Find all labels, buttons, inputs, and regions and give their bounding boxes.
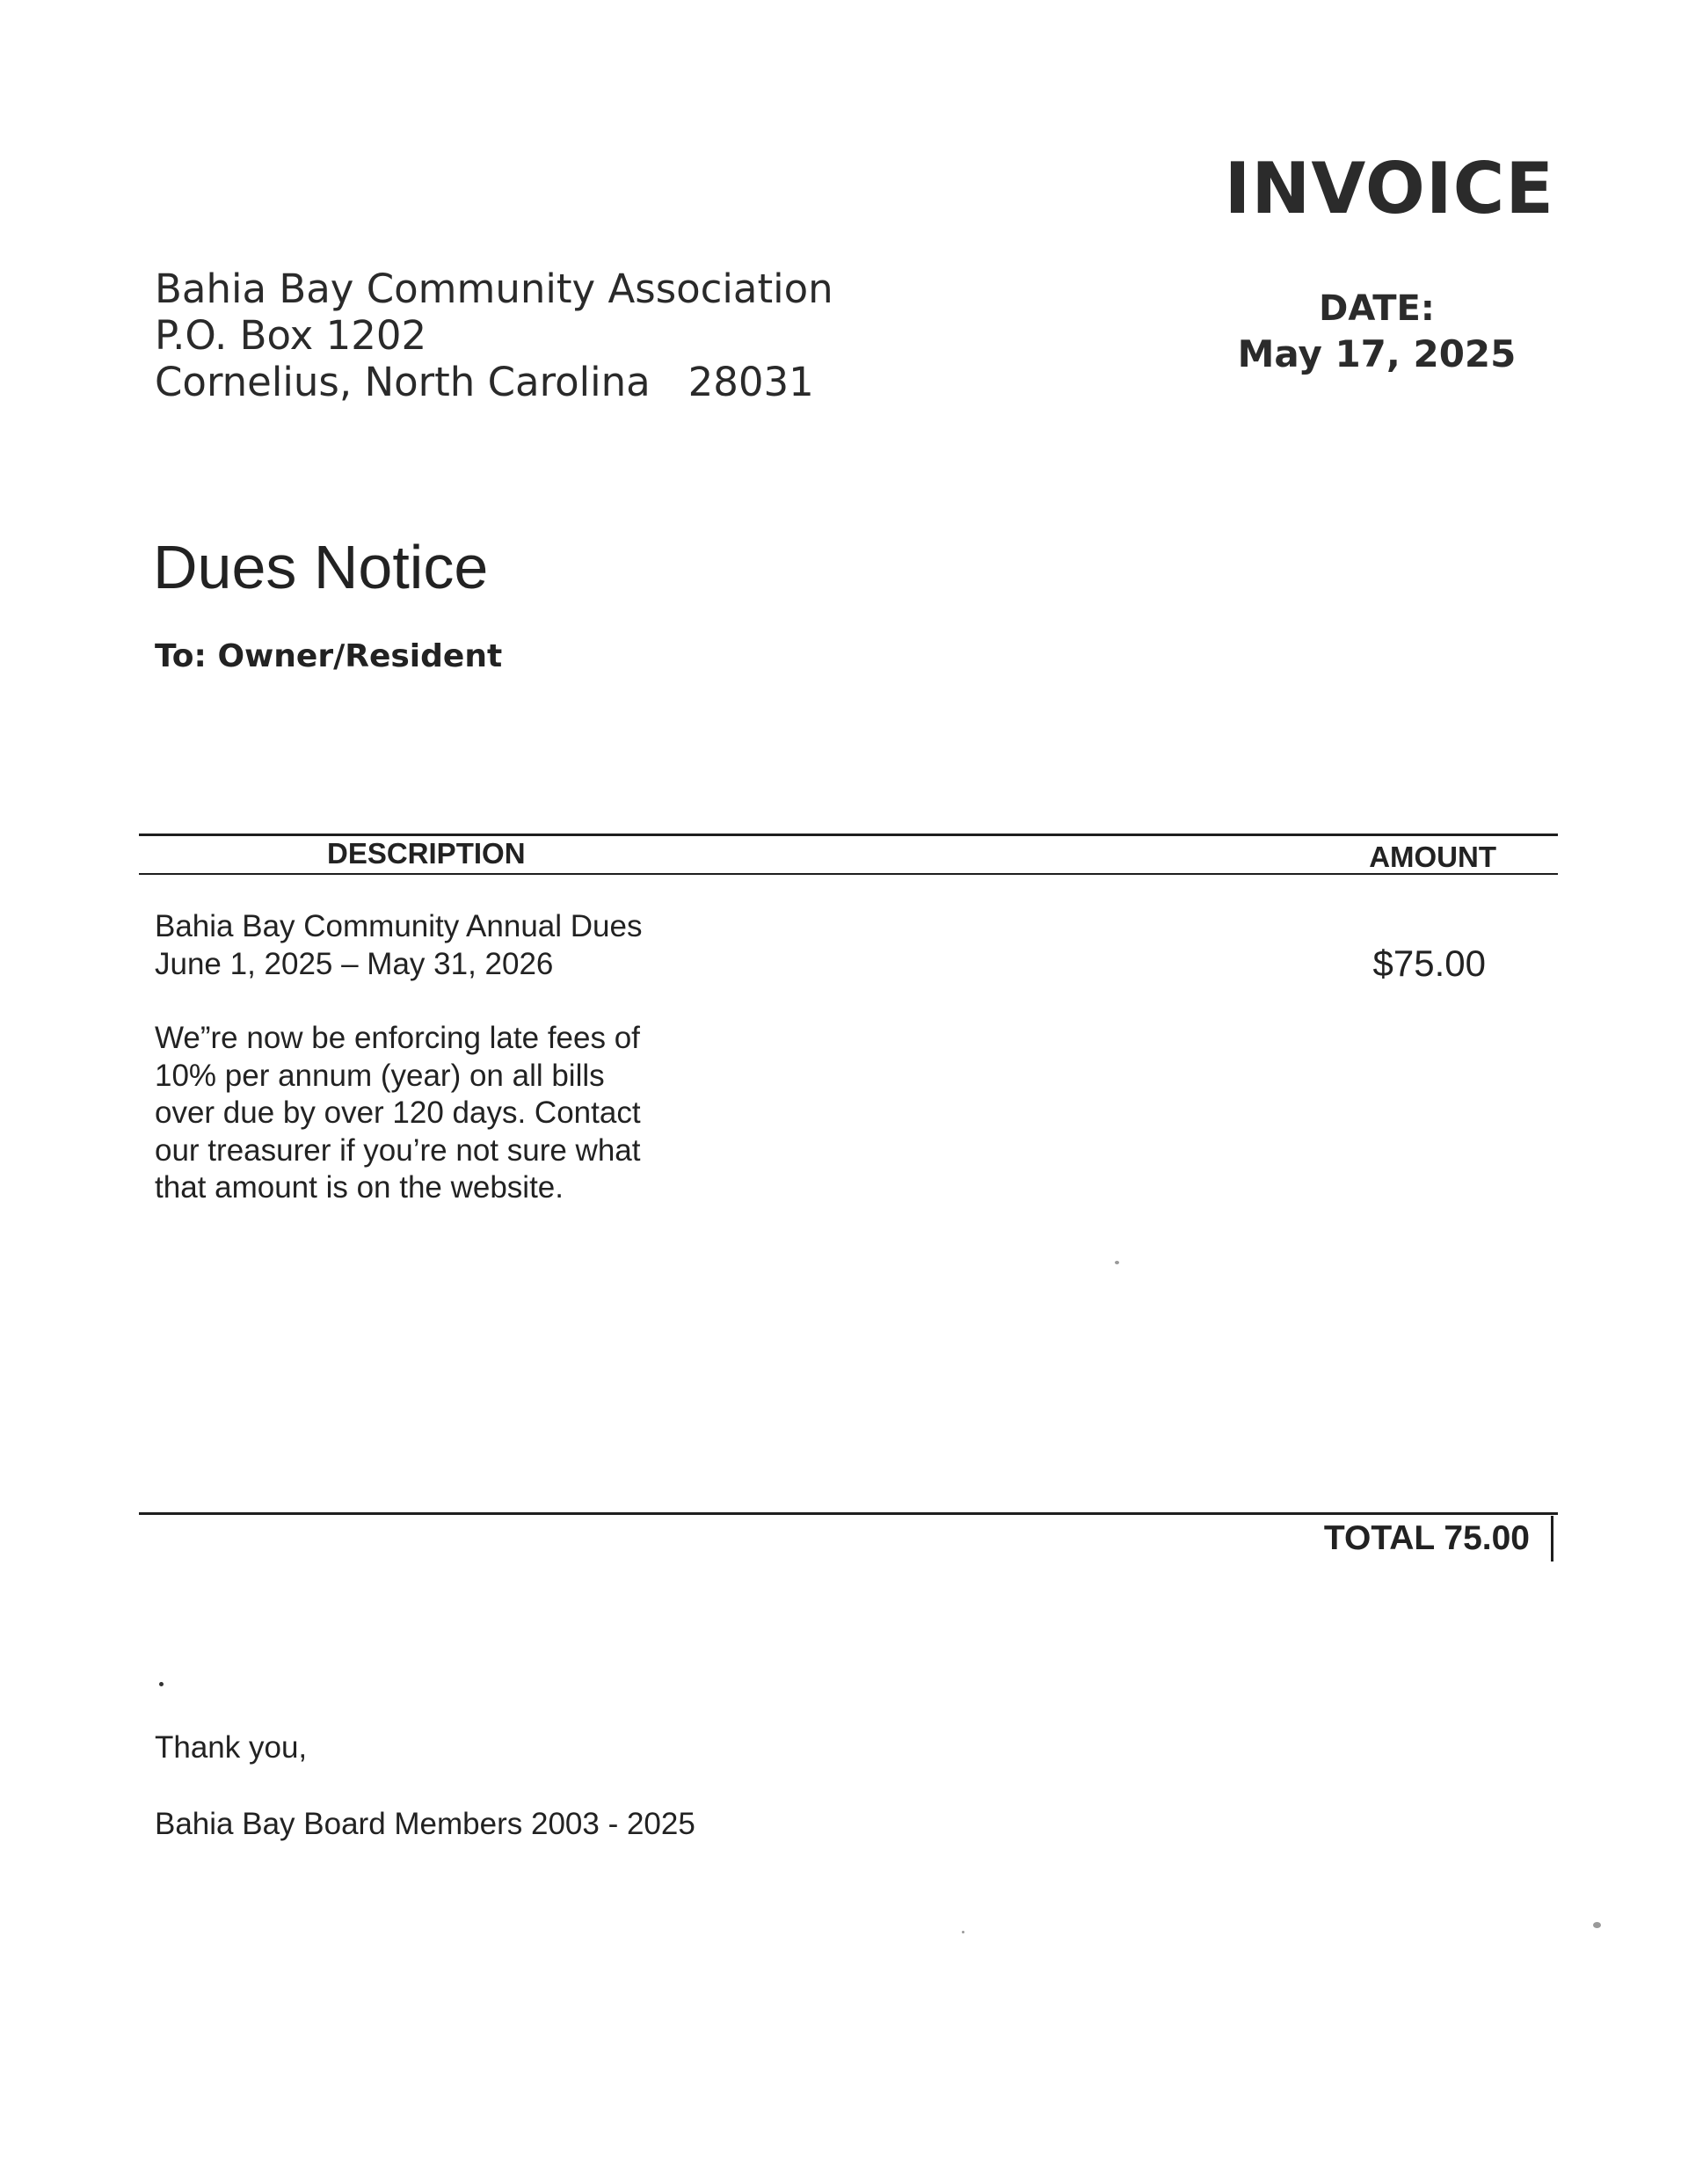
scan-speck — [962, 1931, 964, 1933]
table-top-rule — [139, 834, 1558, 836]
date-block — [1236, 286, 1517, 377]
invoice-total: TOTAL 75.00 — [1323, 1519, 1530, 1557]
amount-column-header: AMOUNT — [1369, 841, 1496, 873]
scan-speck — [1593, 1922, 1601, 1928]
description-column-header: DESCRIPTION — [327, 837, 526, 870]
organization-address — [155, 266, 833, 405]
line-item-amount: $75.00 — [1372, 943, 1486, 984]
invoice-title: INVOICE — [1224, 148, 1554, 229]
signoff-line: Bahia Bay Board Members 2003 - 2025 — [155, 1807, 695, 1841]
note-line: that amount is on the website. — [155, 1170, 564, 1205]
line-item-title: Bahia Bay Community Annual Dues — [155, 909, 643, 943]
thanks-line: Thank you, — [155, 1730, 308, 1765]
line-item-description — [155, 907, 642, 983]
note-line: 10% per annum (year) on all bills — [155, 1058, 605, 1093]
table-header-rule — [139, 873, 1558, 875]
late-fee-note — [155, 1020, 717, 1207]
total-box-edge — [1551, 1516, 1553, 1562]
date-value: May 17, 2025 — [1237, 332, 1517, 375]
note-line: our treasurer if you’re not sure what — [155, 1132, 641, 1168]
stray-dot — [159, 1682, 164, 1686]
note-line: We”re now be enforcing late fees of — [155, 1021, 640, 1055]
recipient-line: To: Owner/Resident — [155, 638, 503, 674]
date-label: DATE: — [1319, 288, 1435, 329]
note-line: over due by over 120 days. Contact — [155, 1096, 641, 1130]
organization-city-state-zip: Cornelius, North Carolina 28031 — [155, 359, 814, 405]
organization-name: Bahia Bay Community Association — [155, 266, 833, 312]
table-bottom-rule — [139, 1512, 1558, 1515]
organization-po-box: P.O. Box 1202 — [155, 312, 427, 359]
scan-speck — [1115, 1261, 1119, 1264]
dues-notice-title: Dues Notice — [153, 533, 489, 601]
line-item-period: June 1, 2025 – May 31, 2026 — [155, 947, 554, 981]
